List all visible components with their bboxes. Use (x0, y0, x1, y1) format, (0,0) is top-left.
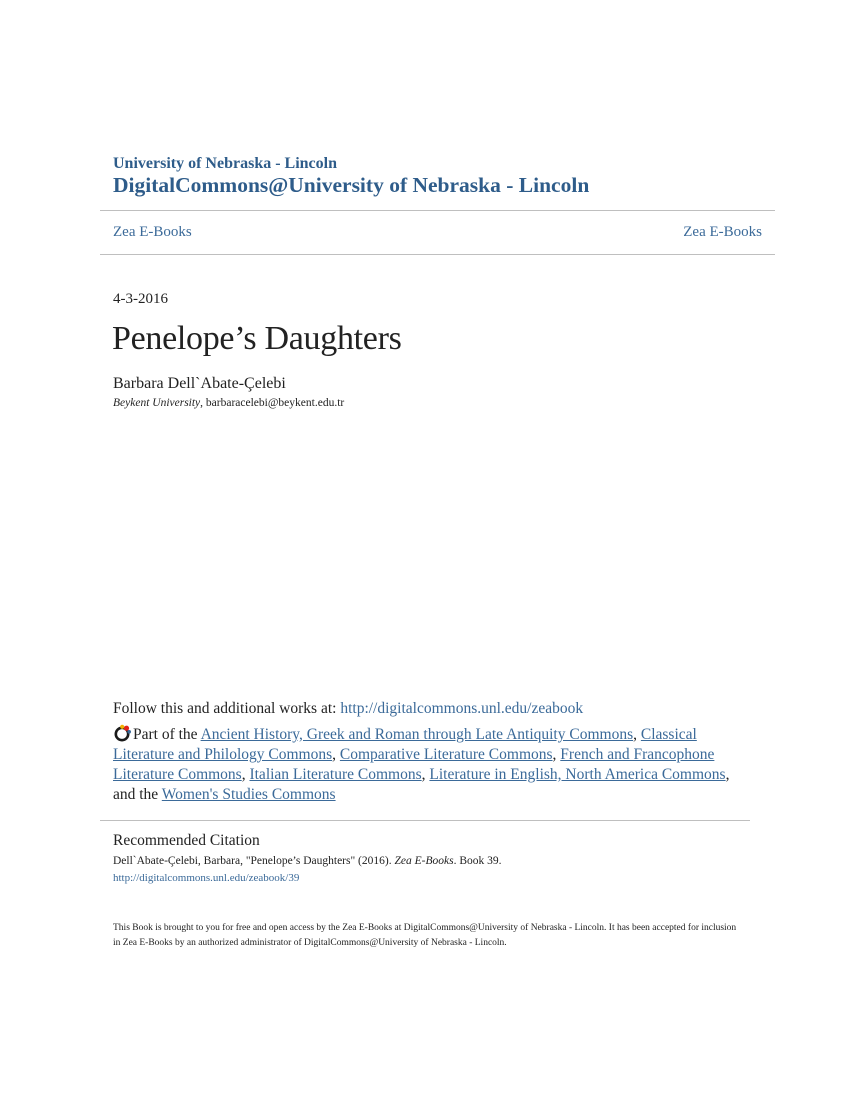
commons-link-literature-english[interactable]: Literature in English, North America Commons (429, 766, 726, 783)
author-name: Barbara Dell`Abate-Çelebi (113, 375, 286, 392)
part-of-prefix: Part of the (133, 726, 201, 743)
final-separator: , (725, 766, 730, 783)
part-of-commons (113, 724, 743, 805)
commons-link-ancient-history[interactable]: Ancient History, Greek and Roman through Late Antiquity Commons (200, 726, 634, 743)
commons-network-icon (113, 724, 131, 742)
separator: , (421, 766, 430, 783)
commons-link-italian-literature[interactable]: Italian Literature Commons (249, 766, 422, 783)
author-institution: Beykent University (113, 397, 201, 409)
university-name: University of Nebraska - Lincoln (113, 155, 337, 172)
separator: , (633, 726, 641, 743)
and-the-text: and the (113, 786, 162, 803)
separator: , (552, 746, 561, 763)
repository-link[interactable]: DigitalCommons@University of Nebraska - Lincoln (113, 173, 590, 197)
breadcrumb-divider (100, 254, 775, 255)
citation-heading: Recommended Citation (113, 832, 260, 849)
citation-text (113, 855, 501, 867)
follow-prefix: Follow this and additional works at: (113, 700, 341, 717)
access-disclaimer: This Book is brought to you for free and open access by the Zea E-Books at DigitalCommons@University of Nebraska - Lincoln. It has been accepted for inclusion in Zea E-Books by an authorized administrator of DigitalCommons@University of Nebraska - Lincoln. (113, 923, 737, 948)
publication-date: 4-3-2016 (113, 291, 168, 307)
commons-link-french-literature[interactable]: French and Francophone Literature Commons (113, 746, 715, 783)
citation-divider (100, 820, 750, 821)
commons-link-comparative-literature[interactable]: Comparative Literature Commons (339, 746, 553, 763)
commons-link-classical-literature[interactable]: Classical Literature and Philology Commons (113, 726, 697, 763)
citation-url-link[interactable]: http://digitalcommons.unl.edu/zeabook/39 (113, 872, 300, 884)
author-email: , barbaracelebi@beykent.edu.tr (200, 397, 345, 409)
commons-link-womens-studies[interactable]: Women's Studies Commons (161, 786, 336, 803)
breadcrumb-right-link[interactable]: Zea E-Books (683, 224, 762, 240)
header-divider (100, 210, 775, 211)
follow-line (113, 700, 583, 718)
author-affiliation (113, 397, 344, 409)
citation-series: Zea E-Books (394, 855, 454, 867)
citation-text-prefix: Dell`Abate-Çelebi, Barbara, "Penelope’s Daughters" (2016). (113, 855, 395, 867)
separator: , (241, 766, 250, 783)
follow-url-link[interactable]: http://digitalcommons.unl.edu/zeabook (340, 700, 584, 717)
separator: , (332, 746, 340, 763)
citation-text-suffix: . Book 39. (453, 855, 502, 867)
article-title: Penelope’s Daughters (112, 320, 402, 357)
breadcrumb-left-link[interactable]: Zea E-Books (113, 224, 192, 240)
